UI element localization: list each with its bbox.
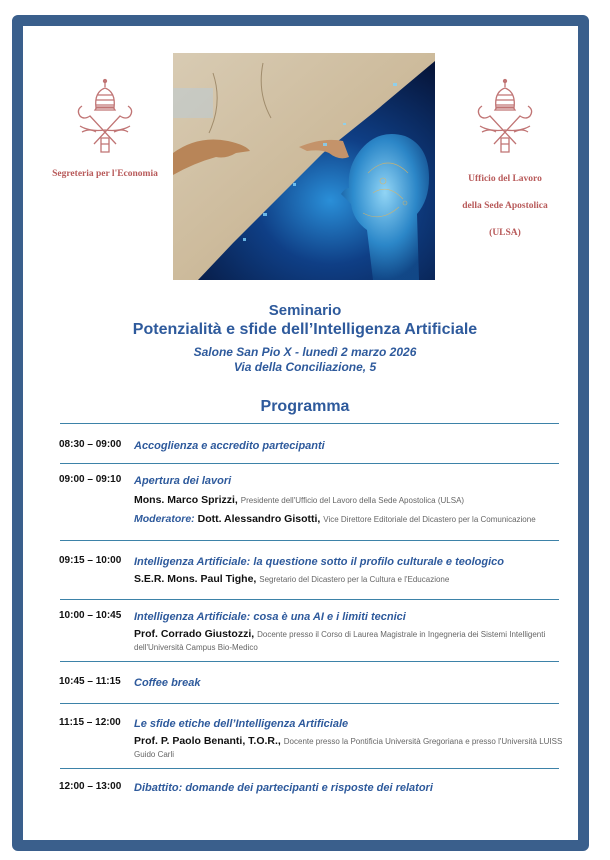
divider bbox=[60, 599, 559, 600]
item-topic: Intelligenza Artificiale: cosa è una AI e i limiti tecnici bbox=[134, 611, 406, 623]
divider bbox=[60, 540, 559, 541]
papal-emblem-icon bbox=[72, 78, 138, 158]
divider bbox=[60, 463, 559, 464]
speaker-role: Segretario del Dicastero per la Cultura e l'Educazione bbox=[259, 575, 450, 584]
venue-address: Via della Conciliazione, 5 bbox=[233, 360, 377, 374]
divider bbox=[60, 703, 559, 704]
item-time: 09:15 – 10:00 bbox=[59, 555, 122, 566]
divider bbox=[60, 661, 559, 662]
speaker-role: Docente presso il Corso di Laurea Magistrale in Ingegneria dei Sistemi Intelligenti dell'Università Campus Bio-Medico bbox=[134, 630, 546, 652]
venue-date: Salone San Pio X - lunedì 2 marzo 2026 bbox=[193, 345, 417, 359]
item-topic: Dibattito: domande dei partecipanti e risposte dei relatori bbox=[134, 782, 433, 794]
speaker-role: Vice Direttore Editoriale del Dicastero per la Comunicazione bbox=[323, 515, 536, 524]
logo-segreteria-economia bbox=[40, 78, 170, 180]
logo-caption-right-1: Ufficio del Lavoro bbox=[468, 174, 542, 184]
seminar-label: Seminario bbox=[268, 302, 342, 319]
speaker-line bbox=[134, 735, 564, 761]
item-time: 10:45 – 11:15 bbox=[59, 676, 121, 687]
speaker-line bbox=[134, 628, 564, 654]
logo-caption-left: Segreteria per l'Economia bbox=[52, 169, 158, 179]
divider bbox=[60, 423, 559, 424]
speaker-line bbox=[134, 573, 564, 586]
item-time: 11:15 – 12:00 bbox=[59, 717, 121, 728]
program-title: Programma bbox=[260, 398, 350, 415]
logo-caption-right-3: (ULSA) bbox=[489, 228, 521, 238]
speaker-line bbox=[134, 494, 564, 507]
papal-emblem-icon bbox=[472, 78, 538, 158]
speaker-name: Dott. Alessandro Gisotti, bbox=[197, 513, 321, 525]
item-topic: Le sfide etiche dell’Intelligenza Artificiale bbox=[134, 718, 349, 730]
hero-image bbox=[173, 53, 435, 280]
moderator-label: Moderatore: bbox=[134, 513, 195, 525]
item-topic: Apertura dei lavori bbox=[134, 475, 232, 487]
seminar-header bbox=[40, 302, 570, 375]
seminar-title: Potenzialità e sfide dell’Intelligenza Artificiale bbox=[132, 321, 478, 338]
item-topic: Intelligenza Artificiale: la questione sotto il profilo culturale e teologico bbox=[134, 556, 504, 568]
speaker-role: Presidente dell'Ufficio del Lavoro della Sede Apostolica (ULSA) bbox=[240, 496, 465, 505]
speaker-name: Mons. Marco Sprizzi, bbox=[134, 494, 238, 506]
item-time: 08:30 – 09:00 bbox=[59, 439, 122, 450]
speaker-name: S.E.R. Mons. Paul Tighe, bbox=[134, 573, 257, 585]
speaker-role: Docente presso la Pontificia Università Gregoriana e presso l'Università LUISS Guido Carli bbox=[134, 737, 563, 759]
logo-ulsa bbox=[440, 78, 570, 239]
speaker-name: Prof. Corrado Giustozzi, bbox=[134, 628, 255, 640]
logo-caption-right-2: della Sede Apostolica bbox=[462, 201, 548, 211]
speaker-line bbox=[134, 513, 564, 526]
item-topic: Coffee break bbox=[134, 677, 201, 689]
divider bbox=[60, 768, 559, 769]
speaker-name: Prof. P. Paolo Benanti, T.O.R., bbox=[134, 735, 281, 747]
item-time: 09:00 – 09:10 bbox=[59, 474, 122, 485]
item-topic: Accoglienza e accredito partecipanti bbox=[134, 440, 325, 452]
item-time: 12:00 – 13:00 bbox=[59, 781, 122, 792]
item-time: 10:00 – 10:45 bbox=[59, 610, 122, 621]
